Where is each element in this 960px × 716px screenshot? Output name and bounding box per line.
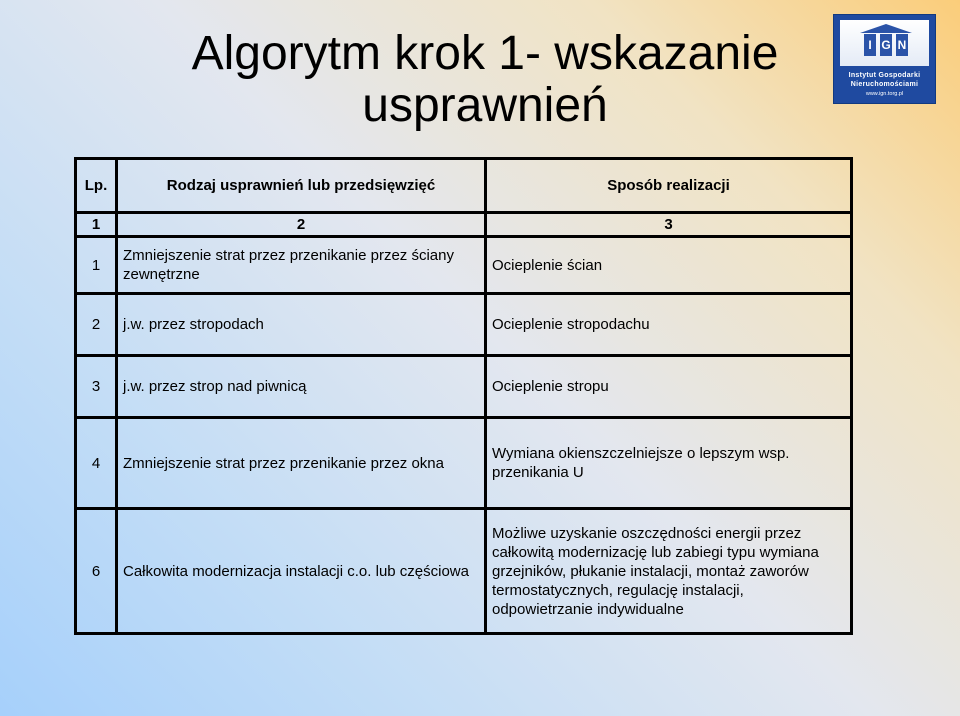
header-lp: Lp.	[76, 159, 117, 213]
table-row	[76, 294, 852, 356]
table-row	[76, 356, 852, 418]
numbering-col2: 2	[117, 213, 486, 237]
row-type: j.w. przez strop nad piwnicą	[117, 356, 486, 418]
row-method: Wymiana okienszczelniejsze o lepszym wsp. przenikania U	[486, 418, 852, 509]
table-row	[76, 237, 852, 294]
table-row	[76, 509, 852, 634]
row-type: Zmniejszenie strat przez przenikanie przez okna	[117, 418, 486, 509]
logo-letter: N	[896, 34, 908, 56]
slide-title	[150, 28, 820, 132]
row-type: Zmniejszenie strat przez przenikanie przez ściany zewnętrzne	[117, 237, 486, 294]
row-method: Ocieplenie stropu	[486, 356, 852, 418]
logo-roof-icon	[860, 24, 912, 33]
header-type: Rodzaj usprawnień lub przedsięwzięć	[117, 159, 486, 213]
ign-logo	[833, 14, 936, 104]
numbering-col3: 3	[486, 213, 852, 237]
row-lp: 3	[76, 356, 117, 418]
table-row	[76, 418, 852, 509]
row-method: Ocieplenie ścian	[486, 237, 852, 294]
row-method: Ocieplenie stropodachu	[486, 294, 852, 356]
row-type: Całkowita modernizacja instalacji c.o. lub częściowa	[117, 509, 486, 634]
row-lp: 6	[76, 509, 117, 634]
logo-text-line2: Nieruchomościami	[850, 81, 919, 88]
logo-letter: G	[880, 34, 892, 56]
table-header-row	[76, 159, 852, 213]
table-numbering-row	[76, 213, 852, 237]
numbering-col1: 1	[76, 213, 117, 237]
row-lp: 4	[76, 418, 117, 509]
row-lp: 1	[76, 237, 117, 294]
row-lp: 2	[76, 294, 117, 356]
header-method: Sposób realizacji	[486, 159, 852, 213]
logo-letter: I	[864, 34, 876, 56]
logo-text-line1: Instytut Gospodarki	[848, 72, 921, 79]
logo-letters	[864, 34, 908, 56]
improvements-table	[74, 157, 853, 635]
slide-title-line2: usprawnień	[362, 79, 608, 132]
logo-url: www.ign.torg.pl	[865, 91, 904, 97]
row-method: Możliwe uzyskanie oszczędności energii przez całkowitą modernizację lub zabiegi typu wymiana grzejników, płukanie instalacji, montaż zaworów termostatycznych, regulację instalacji, odpowietrzanie indywidualne	[486, 509, 852, 634]
row-type: j.w. przez stropodach	[117, 294, 486, 356]
slide-title-line1: Algorytm krok 1- wskazanie	[191, 27, 779, 80]
